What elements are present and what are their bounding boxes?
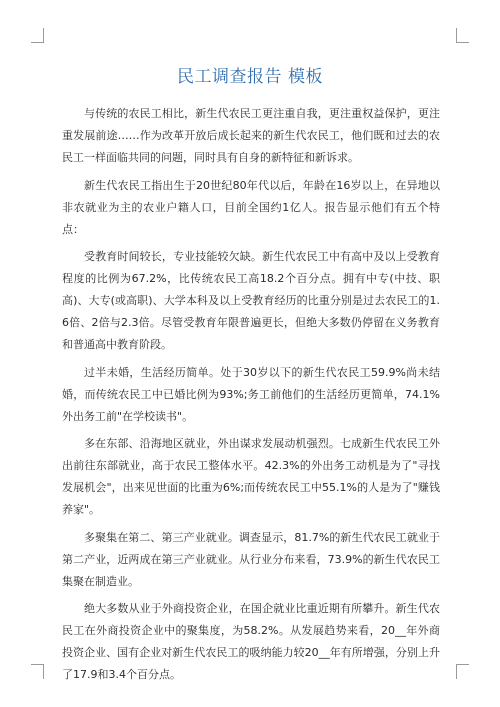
crop-mark-top-right — [456, 28, 469, 43]
paragraph-employment-region: 多在东部、沿海地区就业，外出谋求发展动机强烈。七成新生代农民工外出前往东部就业，高于农民工整体水平。42.3%的外出务工动机是为了"寻找发展机会"，出来见世面的比重为6%;而传统农民工中55.1%的人是为了"赚钱养家"。 — [62, 437, 440, 516]
document-title: 民工调查报告 模板 — [177, 67, 323, 87]
crop-mark-top-left — [31, 28, 44, 43]
paragraph-industry: 多聚集在第二、第三产业就业。调查显示，81.7%的新生代农民工就业于第二产业，近两成在第三产业就业。从行业分布来看，73.9%的新生代农民工集聚在制造业。 — [62, 530, 440, 588]
paragraph-intro: 与传统的农民工相比，新生代农民工更注重自我，更注重权益保护，更注重发展前途……作为改革开放后成长起来的新生代农民工，他们既和过去的农民工一样面临共同的问题，同时具有自身的新特征和新诉求。 — [62, 107, 440, 164]
crop-mark-bottom-right — [456, 664, 469, 679]
document-body — [62, 103, 440, 692]
paragraph-definition: 新生代农民工指出生于20世纪80年代以后，年龄在16岁以上，在异地以非农就业为主的农业户籍人口，目前全国约1亿人。报告显示他们有五个特点： — [62, 178, 440, 236]
crop-mark-bottom-left — [31, 664, 44, 679]
paragraph-education: 受教育时间较长，专业技能较欠缺。新生代农民工中有高中及以上受教育程度的比例为67.2%，比传统农民工高18.2个百分点。拥有中专(中技、职高)、大专(或高职)、大学本科及以上受教育经历的比重分别是过去农民工的1.6倍、2倍与2.3倍。尽管受教育年限普遍更长，但绝大多数仍停留在义务教育和普通高中教育阶段。 — [62, 250, 440, 351]
paragraph-marriage: 过半未婚，生活经历简单。处于30岁以下的新生代农民工59.9%尚未结婚，而传统农民工中已婚比例为93%;务工前他们的生活经历更简单，74.1%外出务工前"在学校读书"。 — [62, 365, 440, 423]
paragraph-enterprise: 绝大多数从业于外商投资企业，在国企就业比重近期有所攀升。新生代农民工在外商投资企业中的聚集度，为58.2%。从发展趋势来看，20__年外商投资企业、国有企业对新生代农民工的吸纳能力较20__年有所增强，分别上升了17.9和3.4个百分点。 — [62, 602, 440, 681]
